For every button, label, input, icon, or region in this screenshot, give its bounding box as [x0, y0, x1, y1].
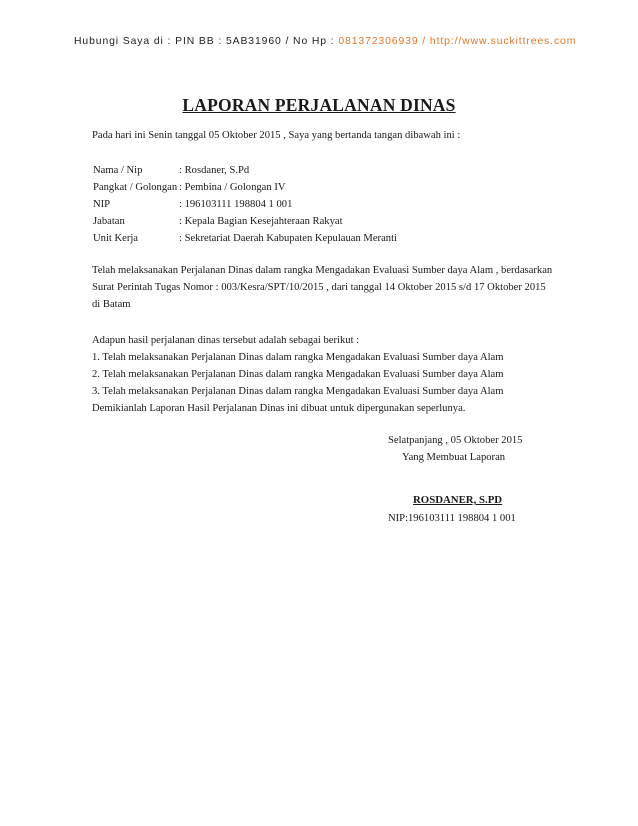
- intro-paragraph: Pada hari ini Senin tanggal 05 Oktober 2015 , Saya yang bertanda tangan dibawah ini :: [92, 130, 461, 141]
- assignment-paragraph-line: di Batam: [92, 299, 131, 310]
- identity-label: NIP: [93, 199, 111, 210]
- signature-place-date: Selatpanjang , 05 Oktober 2015: [388, 435, 523, 446]
- result-item: 2. Telah melaksanakan Perjalanan Dinas dalam rangka Mengadakan Evaluasi Sumber daya Alam: [92, 369, 504, 380]
- contact-phone: 081372306939: [338, 36, 419, 47]
- results-intro: Adapun hasil perjalanan dinas tersebut adalah sebagai berikut :: [92, 335, 360, 346]
- identity-value: : 196103111 198804 1 001: [179, 199, 293, 210]
- assignment-paragraph-line: Surat Perintah Tugas Nomor : 003/Kesra/SPT/10/2015 , dari tanggal 14 Oktober 2015 s/d 17 Oktober 2015: [92, 282, 546, 293]
- identity-table: [93, 165, 397, 250]
- contact-separator: /: [418, 36, 430, 47]
- identity-row: [93, 199, 397, 216]
- identity-row: [93, 165, 397, 182]
- signature-name: ROSDANER, S.PD: [413, 494, 503, 506]
- identity-row: [93, 216, 397, 233]
- identity-row: [93, 233, 397, 250]
- identity-label: Jabatan: [93, 216, 125, 227]
- result-item: 3. Telah melaksanakan Perjalanan Dinas dalam rangka Mengadakan Evaluasi Sumber daya Alam: [92, 386, 504, 397]
- signature-nip: NIP:196103111 198804 1 001: [388, 513, 516, 524]
- document-title: LAPORAN PERJALANAN DINAS: [182, 95, 456, 115]
- contact-header: [74, 36, 576, 47]
- identity-value: : Pembina / Golongan IV: [179, 182, 286, 193]
- identity-value: : Kepala Bagian Kesejahteraan Rakyat: [179, 216, 343, 227]
- identity-value: : Rosdaner, S.Pd: [179, 165, 250, 176]
- contact-url-link[interactable]: http://www.suckittrees.com: [429, 36, 577, 47]
- closing-statement: Demikianlah Laporan Hasil Perjalanan Dinas ini dibuat untuk dipergunakan seperlunya.: [92, 403, 466, 414]
- identity-label: Pangkat / Golongan: [93, 182, 178, 193]
- assignment-paragraph-line: Telah melaksanakan Perjalanan Dinas dalam rangka Mengadakan Evaluasi Sumber daya Alam , berdasarkan: [92, 265, 553, 276]
- identity-label: Nama / Nip: [93, 165, 143, 176]
- contact-prefix: Hubungi Saya di : PIN BB : 5AB31960 / No Hp :: [74, 36, 339, 47]
- signature-role: Yang Membuat Laporan: [402, 452, 506, 463]
- identity-row: [93, 182, 397, 199]
- identity-label: Unit Kerja: [93, 233, 139, 244]
- result-item: 1. Telah melaksanakan Perjalanan Dinas dalam rangka Mengadakan Evaluasi Sumber daya Alam: [92, 352, 504, 363]
- identity-value: : Sekretariat Daerah Kabupaten Kepulauan Meranti: [179, 233, 397, 244]
